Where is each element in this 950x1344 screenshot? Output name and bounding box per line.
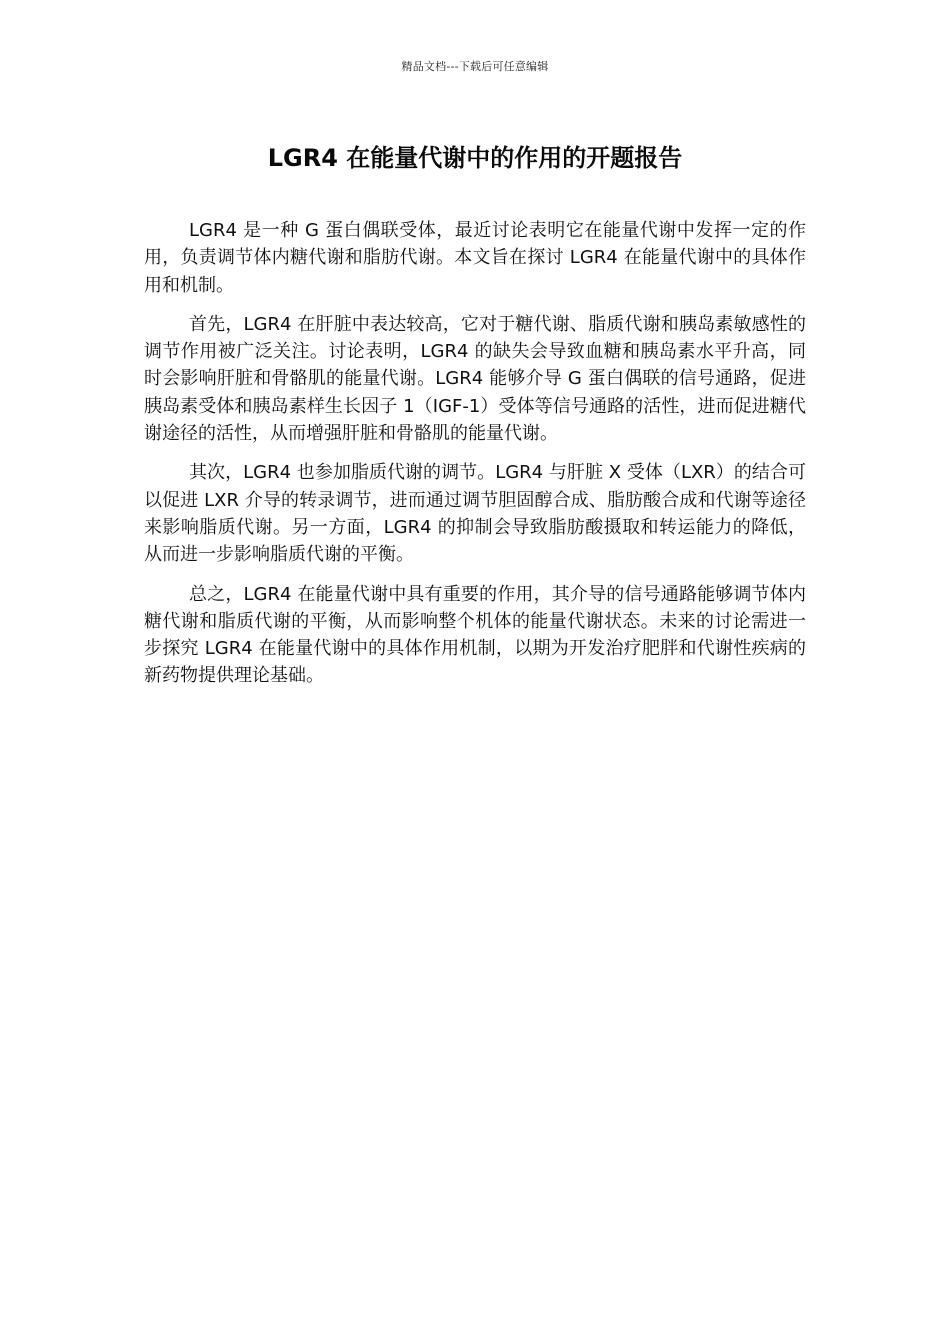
paragraph-glucose-metabolism: 首先，LGR4 在肝脏中表达较高，它对于糖代谢、脂质代谢和胰岛素敏感性的调节作用被广泛关注。讨论表明，LGR4 的缺失会导致血糖和胰岛素水平升高，同时会影响肝脏和骨骼肌的能量代谢。LGR4 能够介导 G 蛋白偶联的信号通路，促进胰岛素受体和胰岛素样生长因子 1（IGF-1）受体等信号通路的活性，进而促进糖代谢途径的活性，从而增强肝脏和骨骼肌的能量代谢。: [144, 313, 806, 445]
paragraph-intro: LGR4 是一种 G 蛋白偶联受体，最近讨论表明它在能量代谢中发挥一定的作用，负责调节体内糖代谢和脂肪代谢。本文旨在探讨 LGR4 在能量代谢中的具体作用和机制。: [144, 220, 806, 296]
page-header-watermark: 精品文档---下载后可任意编辑: [401, 60, 549, 73]
paragraph-lipid-metabolism: 其次，LGR4 也参加脂质代谢的调节。LGR4 与肝脏 X 受体（LXR）的结合可以促进 LXR 介导的转录调节，进而通过调节胆固醇合成、脂肪酸合成和代谢等途径来影响脂质代谢。另一方面，LGR4 的抑制会导致脂肪酸摄取和转运能力的降低，从而进一步影响脂质代谢的平衡。: [144, 462, 806, 566]
document-title: LGR4 在能量代谢中的作用的开题报告: [267, 144, 683, 172]
document-body: [144, 217, 806, 702]
paragraph-conclusion: 总之，LGR4 在能量代谢中具有重要的作用，其介导的信号通路能够调节体内糖代谢和脂质代谢的平衡，从而影响整个机体的能量代谢状态。未来的讨论需进一步探究 LGR4 在能量代谢中的具体作用机制，以期为开发治疗肥胖和代谢性疾病的新药物提供理论基础。: [144, 583, 806, 687]
